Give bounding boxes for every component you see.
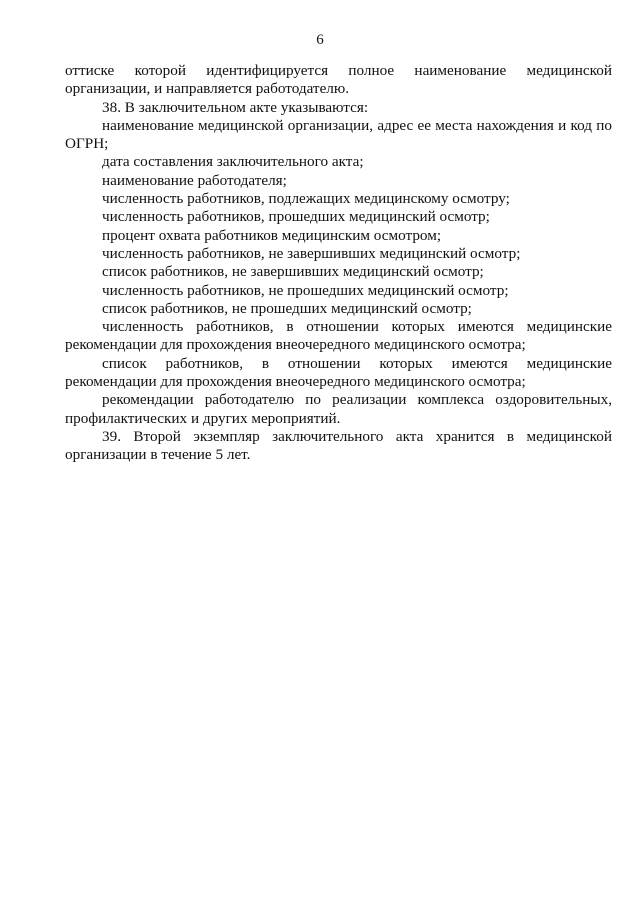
list-item-coverage-percent: процент охвата работников медицинским осмотром; — [102, 226, 442, 244]
paragraph-39: 39. Второй экземпляр заключительного акта хранится в медицинской организации в течение 5 лет. — [65, 427, 612, 464]
page-number: 6 — [316, 32, 324, 48]
list-item-organization-name: наименование медицинской организации, адрес ее места нахождения и код по ОГРН; — [65, 116, 612, 153]
paragraph-continuation: оттиске которой идентифицируется полное наименование медицинской организации, и направляется работодателю. — [65, 62, 612, 98]
list-item-employer-name: наименование работодателя; — [102, 171, 287, 189]
list-item-workers-passed: численность работников, прошедших медицинский осмотр; — [102, 208, 490, 226]
list-item-workers-not-passed: численность работников, не прошедших медицинский осмотр; — [102, 281, 509, 299]
list-item-workers-not-completed: численность работников, не завершивших медицинский осмотр; — [102, 244, 521, 262]
paragraph-38-heading: 38. В заключительном акте указываются: — [102, 98, 369, 116]
list-item-workers-recommended: численность работников, в отношении которых имеются медицинские рекомендации для прохождения внеочередного медицинского осмотра; — [65, 318, 612, 354]
list-item-list-not-passed: список работников, не прошедших медицинский осмотр; — [102, 299, 472, 317]
list-item-list-not-completed: список работников, не завершивших медицинский осмотр; — [102, 263, 484, 281]
list-item-list-recommended: список работников, в отношении которых имеются медицинские рекомендации для прохождения внеочередного медицинского осмотра; — [65, 354, 612, 391]
list-item-employer-recommendations: рекомендации работодателю по реализации комплекса оздоровительных, профилактических и других мероприятий. — [65, 391, 612, 427]
list-item-act-date: дата составления заключительного акта; — [102, 153, 364, 171]
list-item-workers-subject: численность работников, подлежащих медицинскому осмотру; — [102, 190, 510, 208]
document-body — [65, 62, 612, 465]
